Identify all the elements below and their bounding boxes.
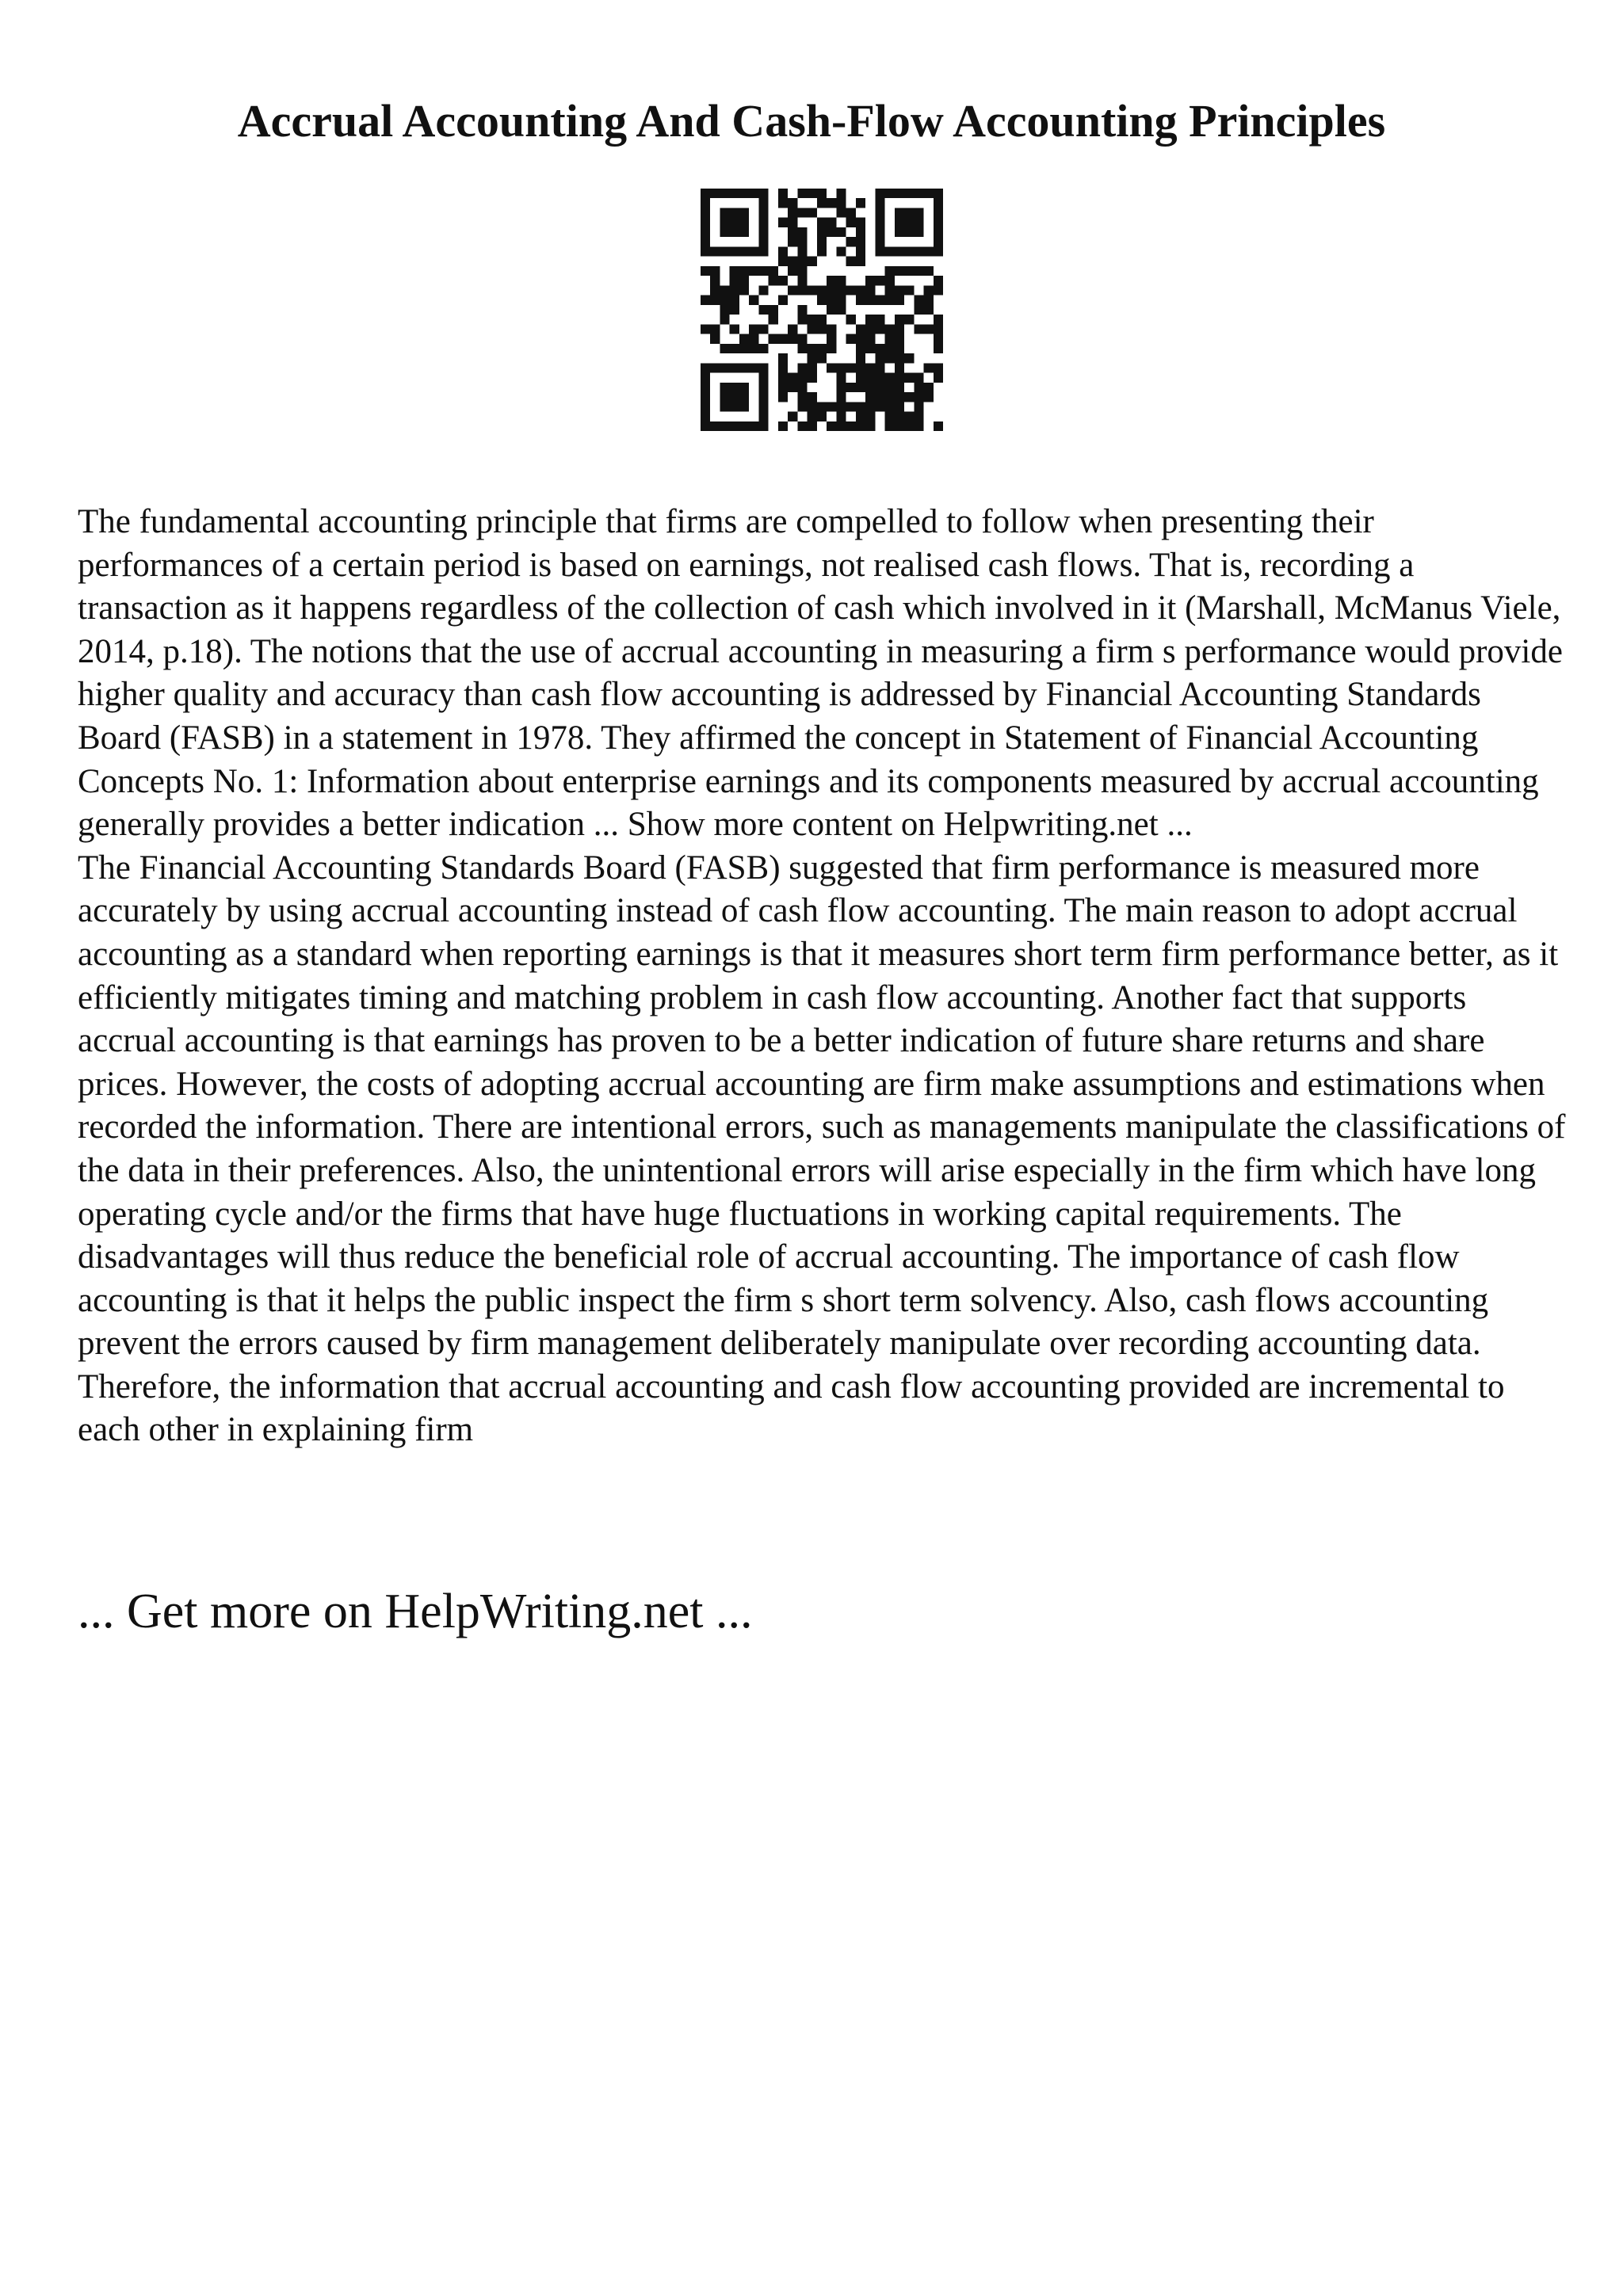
document-title: Accrual Accounting And Cash-Flow Accounting Principles <box>237 95 1386 147</box>
body-paragraph-1: The fundamental accounting principle that firms are compelled to follow when presenting their performances of a certain period is based on earnings, not realised cash flows. That is, recording a transaction as it happens regardless of the collection of cash which involved in it (Marshall, McManus Viele, 2014, p.18). The notions that the use of accrual accounting in measuring a firm s performance would provide higher quality and accuracy than cash flow accounting is addressed by Financial Accounting Standards Board (FASB) in a statement in 1978. They affirmed the concept in Statement of Financial Accounting Concepts No. 1: Information about enterprise earnings and its components measured by accrual accounting generally provides a better indication ... Show more content on Helpwriting.net ... <box>78 503 1563 844</box>
qr-code-graphic <box>701 189 943 431</box>
get-more-link[interactable]: ... Get more on HelpWriting.net ... <box>78 1585 753 1638</box>
body-paragraph-2: The Financial Accounting Standards Board (FASB) suggested that firm performance is measured more accurately by using accrual accounting instead of cash flow accounting. The main reason to adopt accrual accounting as a standard when reporting earnings is that it measures short term firm performance better, as it efficiently mitigates timing and matching problem in cash flow accounting. Another fact that supports accrual accounting is that earnings has proven to be a better indication of future share returns and share prices. However, the costs of adopting accrual accounting are firm make assumptions and estimations when recorded the information. There are intentional errors, such as managements manipulate the classifications of the data in their preferences. Also, the unintentional errors will arise especially in the firm which have long operating cycle and/or the firms that have huge fluctuations in working capital requirements. The disadvantages will thus reduce the beneficial role of accrual accounting. The importance of cash flow accounting is that it helps the public inspect the firm s short term solvency. Also, cash flows accounting prevent the errors caused by firm management deliberately manipulate over recording accounting data. Therefore, the information that accrual accounting and cash flow accounting provided are incremental to each other in explaining firm <box>78 849 1566 1449</box>
document-body <box>78 501 1568 1452</box>
qr-code-icon[interactable] <box>701 189 943 431</box>
